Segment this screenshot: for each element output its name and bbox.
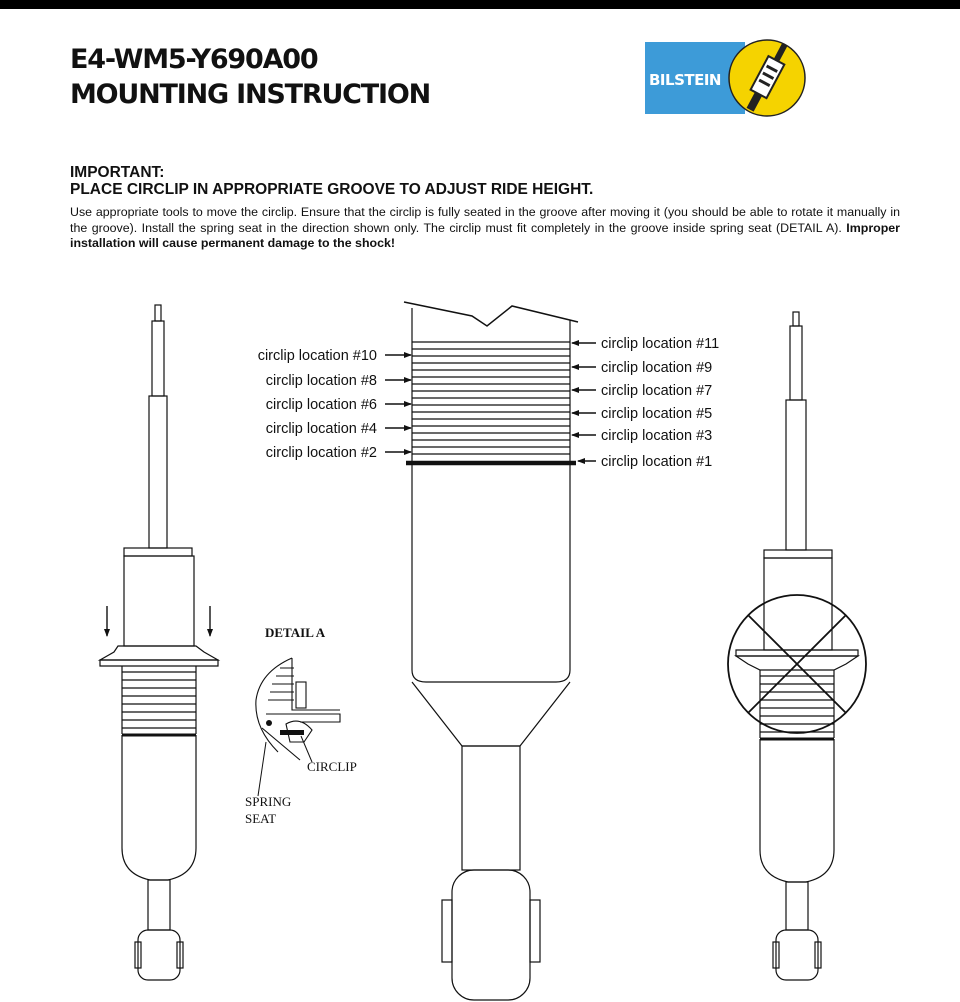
- title-subtitle: MOUNTING INSTRUCTION: [70, 79, 431, 110]
- circlip-location-2-label: circlip location #2: [265, 445, 377, 461]
- important-warning: Improper installation will cause permanent damage to the shock!: [70, 220, 900, 250]
- detail-a-drawing: [256, 658, 340, 760]
- left-shock-correct: [100, 305, 218, 980]
- important-body: [70, 205, 900, 252]
- circlip-location-5-label: circlip location #5: [601, 406, 713, 422]
- right-shock-incorrect: [736, 312, 858, 980]
- installation-diagram: [0, 280, 960, 1002]
- center-left-arrows: [385, 355, 411, 452]
- part-number: E4-WM5-Y690A00: [70, 44, 318, 75]
- spring-seat-leader: [258, 742, 266, 796]
- detail-a-title: DETAIL A: [265, 625, 326, 640]
- top-black-bar: [0, 0, 960, 9]
- circlip-location-4-label: circlip location #4: [265, 421, 377, 437]
- spring-seat-label-line2: SEAT: [245, 811, 277, 826]
- detail-a-dot: [266, 720, 272, 726]
- circlip-location-8-label: circlip location #8: [265, 373, 377, 389]
- spring-seat-label-line1: SPRING: [245, 794, 292, 809]
- center-shock: [404, 302, 578, 1000]
- circlip-location-3-label: circlip location #3: [601, 428, 713, 444]
- circlip-location-9-label: circlip location #9: [601, 360, 713, 376]
- important-body-text: Use appropriate tools to move the circlip. Ensure that the circlip is fully seated in the groove after moving it (you should be able to rotate it manually in the groove). Install the spring seat in the direction shown only. The circlip must fit completely in the groove inside spring seat (DETAIL A).: [70, 205, 900, 235]
- circlip-location-11-label: circlip location #11: [601, 336, 720, 352]
- important-instruction: PLACE CIRCLIP IN APPROPRIATE GROOVE TO ADJUST RIDE HEIGHT.: [70, 181, 594, 198]
- circlip-location-10-label: circlip location #10: [257, 348, 377, 364]
- left-shock-threads: [122, 666, 196, 734]
- circlip-label: CIRCLIP: [307, 759, 357, 774]
- document-title: [70, 42, 430, 112]
- important-heading: [70, 164, 593, 198]
- circlip-location-1-label: circlip location #1: [601, 454, 713, 470]
- bilstein-logo: [645, 38, 815, 120]
- detail-a-circlip: [280, 730, 304, 735]
- circlip-location-6-label: circlip location #6: [265, 397, 377, 413]
- logo-brand-text: BILSTEIN: [649, 71, 721, 89]
- center-right-arrows: [572, 343, 596, 461]
- center-shock-grooves: [412, 342, 570, 454]
- important-label: IMPORTANT:: [70, 164, 165, 181]
- circlip-location-7-label: circlip location #7: [601, 383, 713, 399]
